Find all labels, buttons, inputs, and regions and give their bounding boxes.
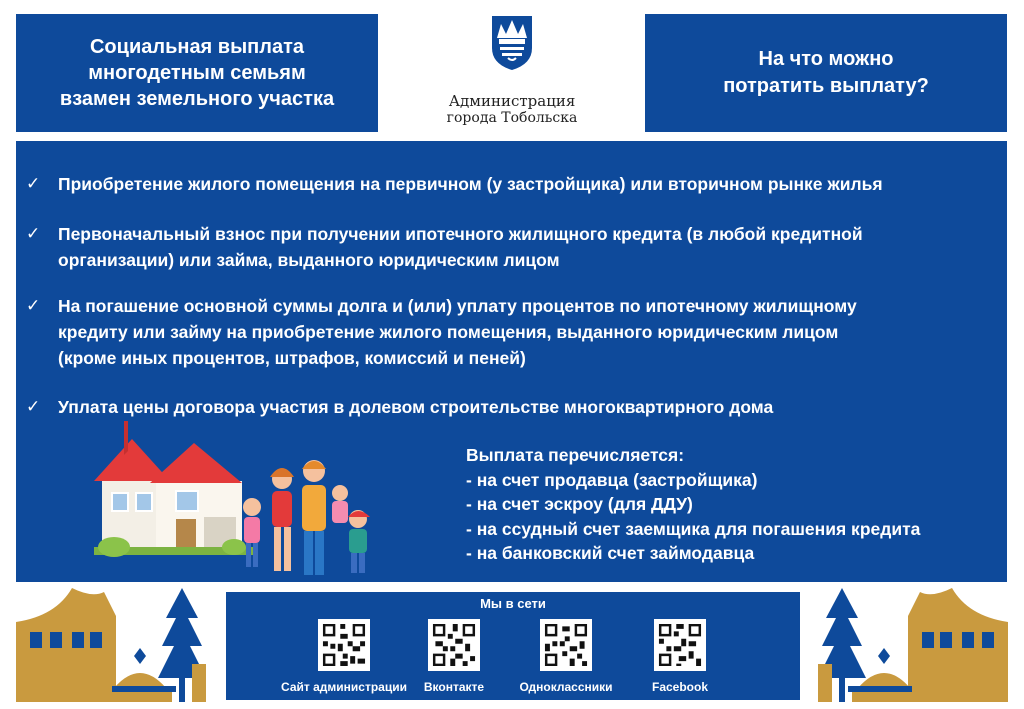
list-item-line: кредиту или займу на приобретение жилого помещения, выданного юридическим лицом: [58, 322, 839, 342]
list-item-text: [58, 293, 1003, 371]
main-panel: [16, 141, 1007, 582]
check-icon: ✓: [26, 397, 41, 416]
house-family-illustration: [94, 421, 394, 581]
list-item-text: [58, 394, 1003, 420]
social-networks-panel: [226, 592, 800, 700]
list-item-line: На погашение основной суммы долга и (или) уплату процентов по ипотечному жилищному: [58, 296, 857, 316]
list-item-line: (кроме иных процентов, штрафов, комиссий и пеней): [58, 348, 526, 368]
title-line: взамен земельного участка: [59, 88, 335, 110]
admin-name: Администрация: [448, 92, 576, 110]
title-line: многодетным семьям: [88, 62, 306, 84]
list-item-line: Первоначальный взнос при получении ипотечного жилищного кредита (в любой кредитной: [58, 224, 863, 244]
check-icon: ✓: [26, 296, 41, 315]
social-link-ok[interactable]: Одноклассники: [519, 680, 613, 694]
qr-code-icon[interactable]: [428, 619, 480, 671]
qr-code-icon[interactable]: [540, 619, 592, 671]
check-icon: ✓: [26, 174, 41, 193]
list-item-text: [58, 171, 1003, 197]
title-box: [16, 14, 378, 132]
admin-city: города Тобольска: [446, 110, 578, 126]
list-item-line: Уплата цены договора участия в долевом строительстве многоквартирного дома: [58, 397, 774, 417]
family-icon: [243, 460, 370, 575]
payment-line: - на ссудный счет заемщика для погашения кредита: [466, 518, 921, 539]
title-line: Социальная выплата: [89, 36, 304, 58]
question-box: [645, 14, 1007, 132]
social-link-facebook[interactable]: Facebook: [651, 680, 708, 694]
administration-logo: [390, 10, 634, 130]
social-link-vk[interactable]: Вконтакте: [423, 680, 485, 694]
payment-line: - на счет продавца (застройщика): [466, 469, 758, 490]
list-item-line: организации) или займа, выданного юридическим лицом: [58, 250, 560, 270]
house-icon: [94, 421, 254, 557]
qr-code-icon[interactable]: [318, 619, 370, 671]
check-icon: ✓: [26, 224, 41, 243]
qr-code-icon[interactable]: [654, 619, 706, 671]
right-city-decoration: [808, 588, 1008, 704]
payment-info: [466, 443, 1006, 566]
payment-line: - на банковский счет займодавца: [466, 543, 755, 563]
title-text: [60, 34, 334, 112]
payment-line: - на счет эскроу (для ДДУ): [466, 494, 693, 514]
list-item-text: [58, 221, 1003, 273]
question-line: потратить выплату?: [723, 75, 929, 97]
payment-title: Выплата перечисляется:: [466, 445, 685, 465]
tobolsk-crest-icon: [490, 14, 534, 72]
list-item-line: Приобретение жилого помещения на первичном (у застройщика) или вторичном рынке жилья: [58, 174, 883, 194]
left-city-decoration: [16, 588, 216, 704]
social-link-site[interactable]: Сайт администрации: [281, 680, 407, 694]
social-title: Мы в сети: [480, 596, 546, 611]
question-text: [723, 46, 929, 100]
question-line: На что можно: [758, 48, 894, 70]
